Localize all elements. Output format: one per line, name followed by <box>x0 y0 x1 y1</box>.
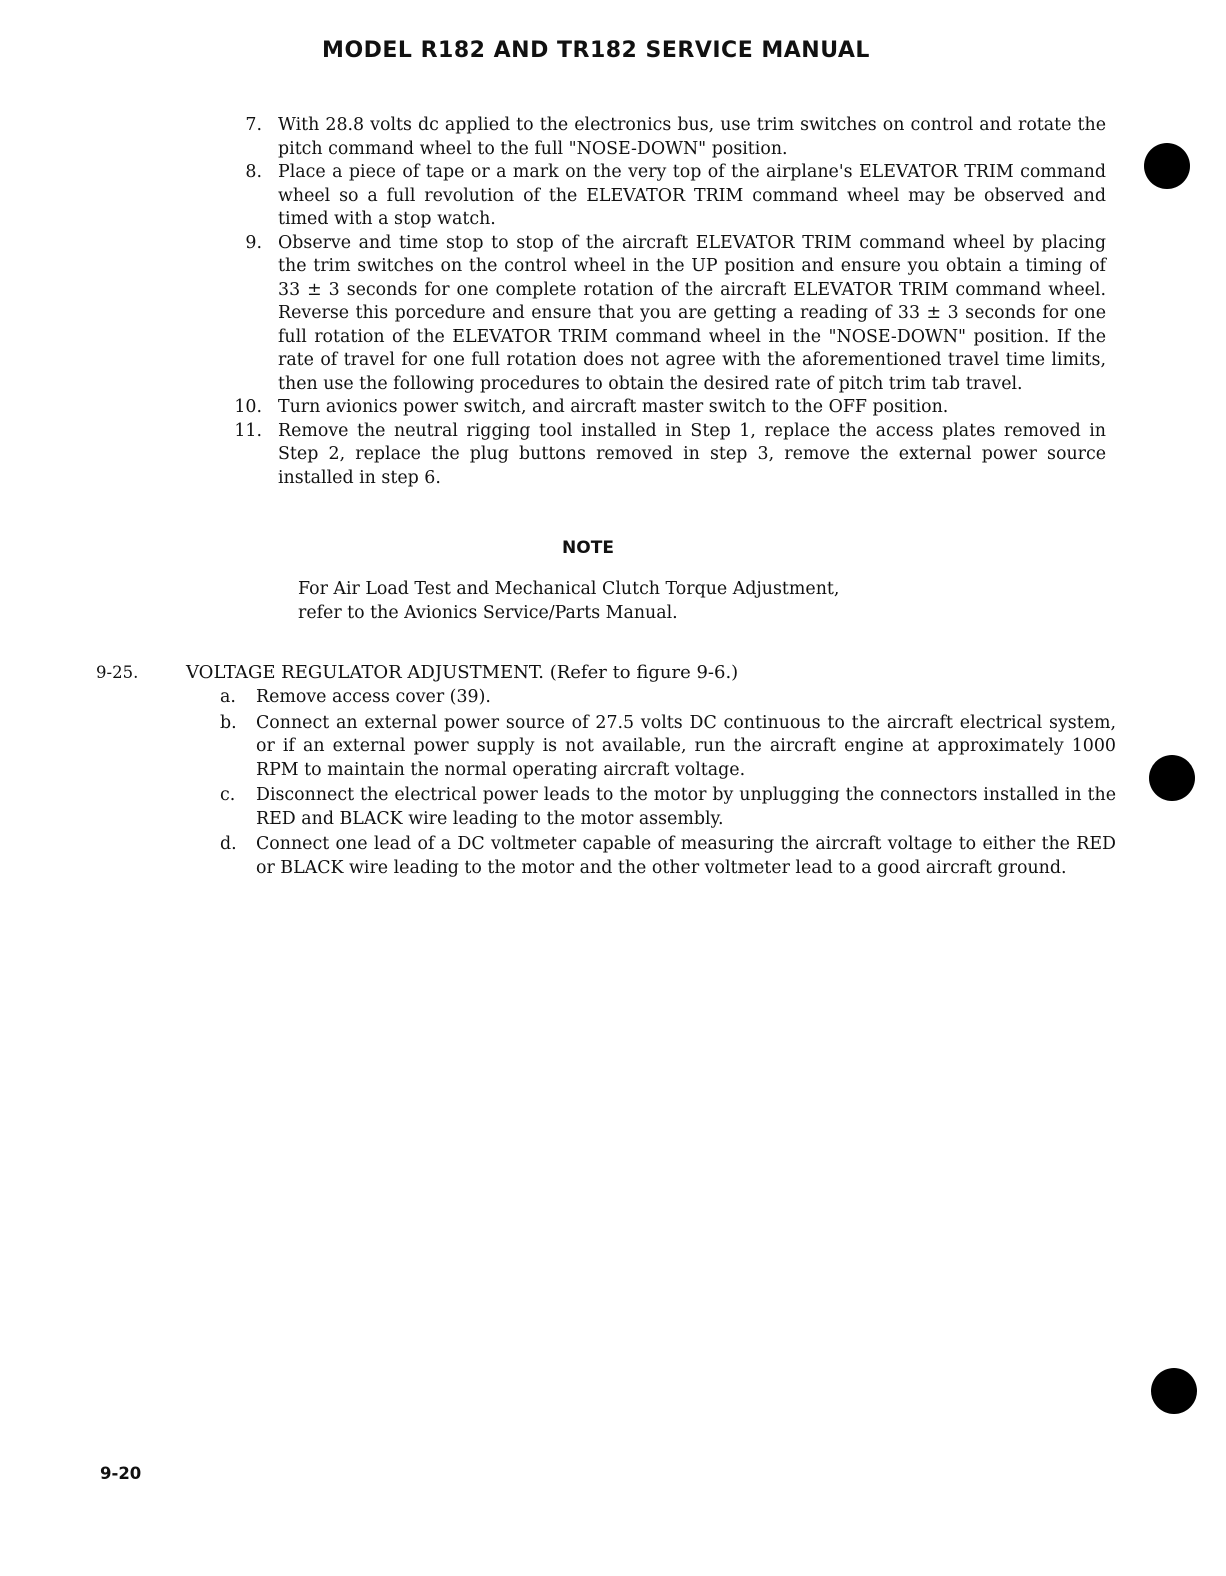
page-number: 9-20 <box>100 1464 142 1483</box>
step-text: Observe and time stop to stop of the aircraft ELEVATOR TRIM command wheel by placing the trim switches on the control wheel in the UP position and ensure you obtain a timing of 33 ± 3 seconds for one complete rotation of the aircraft ELEVATOR TRIM command wheel. Reverse this porcedure and ensure that you are getting a reading of 33 ± 3 seconds for one full rotation of the ELEVATOR TRIM command wheel in the "NOSE-DOWN" position. If the rate of travel for one full rotation does not agree with the aforementioned travel time limits, then use the following procedures to obtain the desired rate of pitch trim tab travel. <box>278 232 1106 394</box>
sub-item-letter: c. <box>220 785 236 805</box>
section-sub-list <box>214 686 1116 882</box>
section-number: 9-25. <box>96 663 139 682</box>
step-item <box>226 114 1106 161</box>
sub-item <box>214 686 1116 710</box>
sub-item-text: Disconnect the electrical power leads to the motor by unplugging the connectors installed in the RED and BLACK wire leading to the motor assembly. <box>256 785 1116 829</box>
page-title: MODEL R182 AND TR182 SERVICE MANUAL <box>322 38 870 63</box>
step-item <box>226 420 1106 491</box>
binder-hole-middle <box>1149 755 1195 801</box>
sub-item-text: Connect one lead of a DC voltmeter capable of measuring the aircraft voltage to either the RED or BLACK wire leading to the motor and the other voltmeter lead to a good aircraft ground. <box>256 834 1116 878</box>
sub-item-text: Remove access cover (39). <box>256 687 491 707</box>
step-text: Remove the neutral rigging tool installed in Step 1, replace the access plates removed in Step 2, replace the plug buttons removed in step 3, remove the external power source installed in step 6. <box>278 420 1106 488</box>
binder-hole-top <box>1144 143 1190 189</box>
procedure-step-list <box>226 114 1106 490</box>
note-block <box>298 538 898 625</box>
section-heading: VOLTAGE REGULATOR ADJUSTMENT. (Refer to figure 9-6.) <box>186 662 739 683</box>
step-item <box>226 161 1106 232</box>
step-number: 8. <box>245 162 262 182</box>
sub-item-text: Connect an external power source of 27.5 volts DC continuous to the aircraft electrical system, or if an external power supply is not available, run the aircraft engine at approximately 1000 RPM to maintain the normal operating aircraft voltage. <box>256 712 1116 780</box>
step-text: Place a piece of tape or a mark on the very top of the airplane's ELEVATOR TRIM command wheel so a full revolution of the ELEVATOR TRIM command wheel may be observed and timed with a stop watch. <box>278 162 1106 229</box>
note-text: For Air Load Test and Mechanical Clutch Torque Adjustment, refer to the Avionics Service/Parts Manual. <box>298 579 840 623</box>
step-item <box>226 396 1106 420</box>
sub-item <box>214 712 1116 783</box>
sub-item-letter: a. <box>220 687 236 707</box>
step-text: Turn avionics power switch, and aircraft master switch to the OFF position. <box>278 397 949 417</box>
step-item <box>226 232 1106 397</box>
sub-item-letter: b. <box>220 712 237 733</box>
step-number: 7. <box>245 115 262 135</box>
sub-item <box>214 833 1116 880</box>
step-text: With 28.8 volts dc applied to the electronics bus, use trim switches on control and rotate the pitch command wheel to the full "NOSE-DOWN" position. <box>278 115 1106 159</box>
sub-item-letter: d. <box>220 834 237 854</box>
step-number: 11. <box>234 420 262 441</box>
note-heading: NOTE <box>562 538 614 558</box>
step-number: 9. <box>245 232 262 253</box>
binder-hole-bottom <box>1151 1368 1197 1414</box>
step-number: 10. <box>234 397 262 417</box>
sub-item <box>214 784 1116 831</box>
